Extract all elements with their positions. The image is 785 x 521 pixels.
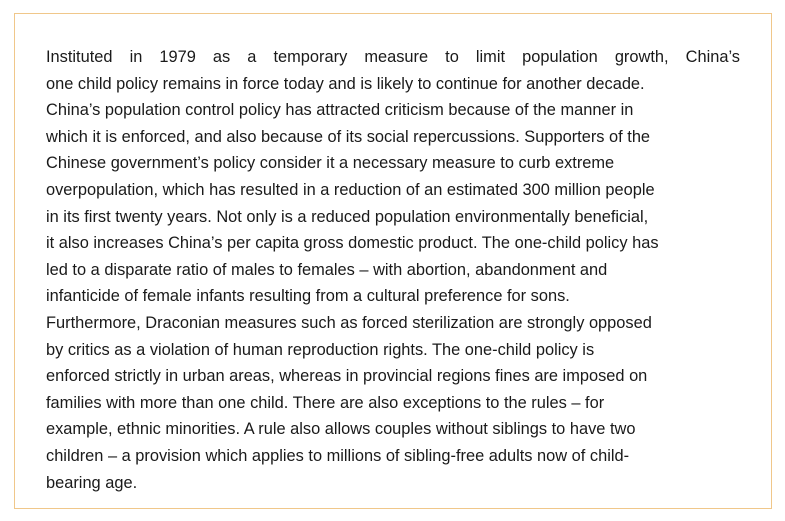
passage-line: infanticide of female infants resulting from a cultural preference for sons. (46, 287, 570, 306)
passage-paragraph (46, 44, 740, 496)
passage-line: families with more than one child. There are also exceptions to the rules – for (46, 393, 605, 412)
passage-line: China’s population control policy has attracted criticism because of the manner in (46, 101, 634, 120)
text-panel (14, 13, 772, 509)
passage-line: one child policy remains in force today and is likely to continue for another decade. (46, 74, 645, 93)
passage-line: Chinese government’s policy consider it a necessary measure to curb extreme (46, 154, 615, 173)
passage-line: children – a provision which applies to millions of sibling-free adults now of child- (46, 446, 630, 465)
passage-line: example, ethnic minorities. A rule also allows couples without siblings to have two (46, 420, 636, 439)
passage-line: enforced strictly in urban areas, whereas in provincial regions fines are imposed on (46, 367, 648, 386)
passage-line: Furthermore, Draconian measures such as forced sterilization are strongly opposed (46, 313, 652, 332)
passage-line: bearing age. (46, 473, 138, 492)
passage-line: overpopulation, which has resulted in a reduction of an estimated 300 million people (46, 180, 655, 199)
passage-line: led to a disparate ratio of males to females – with abortion, abandonment and (46, 260, 608, 279)
passage-line: it also increases China’s per capita gross domestic product. The one-child policy has (46, 234, 659, 253)
passage-line: by critics as a violation of human reproduction rights. The one-child policy is (46, 340, 595, 359)
passage-line: in its first twenty years. Not only is a reduced population environmentally beneficial, (46, 207, 649, 226)
passage-line: which it is enforced, and also because of its social repercussions. Supporters of the (46, 127, 651, 146)
passage-line: Instituted in 1979 as a temporary measure to limit population growth, China’s (46, 48, 740, 66)
